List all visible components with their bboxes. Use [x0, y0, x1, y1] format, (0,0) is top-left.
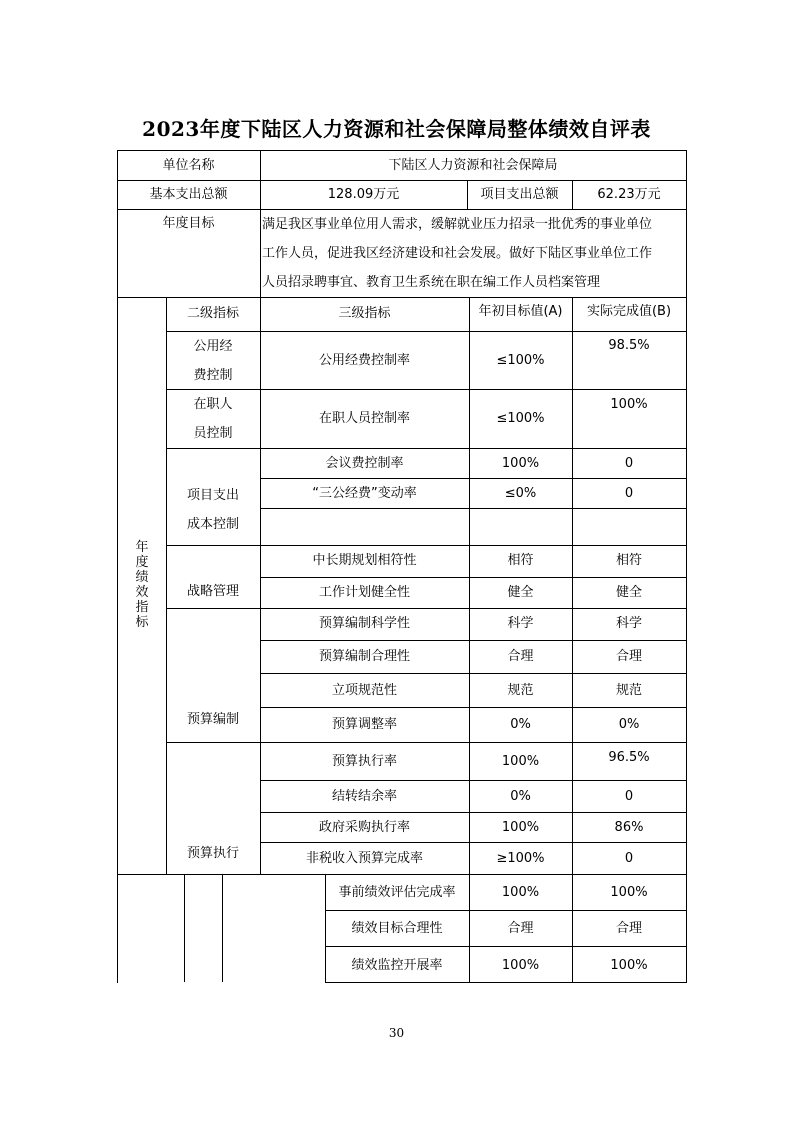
indicator-actual: 0 [624, 456, 634, 471]
project-expense-value: 62.23万元 [597, 187, 661, 202]
page-title: 2023年度下陆区人力资源和社会保障局整体绩效自评表 [142, 117, 651, 141]
indicator-name: 会议费控制率 [325, 456, 404, 471]
col-level2: 二级指标 [186, 306, 239, 321]
project-expense-label: 项目支出总额 [480, 187, 559, 202]
indicator-name: 结转结余率 [331, 789, 397, 804]
unit-value: 下陆区人力资源和社会保障局 [388, 158, 558, 173]
indicator-actual: 合理 [615, 921, 642, 936]
indicator-target: 科学 [507, 616, 534, 631]
indicator-name: 在职人员控制率 [318, 411, 410, 426]
indicator-actual: 合理 [615, 649, 642, 664]
indicator-actual: 0 [624, 789, 634, 804]
indicator-actual: 0 [624, 851, 634, 866]
annual-goal-line: 满足我区事业单位用人需求，缓解就业压力招录一批优秀的事业单位 [262, 217, 653, 232]
indicator-actual: 98.5% [608, 338, 650, 353]
indicator-actual: 0% [618, 717, 640, 732]
group-budget: 预算编制 [186, 712, 239, 727]
indicator-target: 100% [501, 885, 540, 900]
indicator-target: 相符 [507, 553, 534, 568]
indicator-name: 绩效监控开展率 [351, 958, 443, 973]
indicator-actual: 86% [614, 820, 644, 835]
indicator-target: ≤100% [496, 353, 545, 368]
group-staff: 在职人员控制 [193, 397, 233, 441]
page-number: 30 [388, 1026, 405, 1040]
group-project: 项目支出成本控制 [186, 488, 239, 532]
indicator-name: 预算编制科学性 [318, 616, 410, 631]
indicator-target: 100% [501, 820, 540, 835]
indicator-target: 合理 [507, 921, 534, 936]
annual-goal-line: 人员招录聘事宜、教育卫生系统在职在编工作人员档案管理 [262, 275, 601, 290]
indicator-name: 立项规范性 [331, 683, 397, 698]
indicator-actual: 规范 [615, 683, 642, 698]
indicator-target: 规范 [507, 683, 534, 698]
indicator-target: 100% [501, 754, 540, 769]
indicator-name: 中长期规划相符性 [312, 553, 417, 568]
indicator-name: 事前绩效评估完成率 [338, 885, 456, 900]
indicator-name: 政府采购执行率 [318, 820, 410, 835]
indicator-name: 绩效目标合理性 [351, 921, 443, 936]
col-actual: 实际完成值(B) [586, 304, 672, 319]
indicator-target: 0% [510, 717, 531, 732]
indicator-actual: 100% [610, 397, 648, 412]
indicator-name: 工作计划健全性 [318, 585, 410, 600]
indicator-section-label: 年度绩效指标 [135, 540, 149, 630]
indicator-actual: 100% [610, 885, 648, 900]
col-level3: 三级指标 [338, 306, 391, 321]
indicator-name: 预算编制合理性 [318, 649, 410, 664]
annual-goal-label: 年度目标 [162, 216, 215, 231]
annual-goal-line: 工作人员，促进我区经济建设和社会发展。做好下陆区事业单位工作 [262, 246, 653, 261]
indicator-actual: 96.5% [608, 750, 650, 765]
indicator-target: 100% [501, 456, 540, 471]
basic-expense-label: 基本支出总额 [149, 187, 228, 202]
indicator-target: ≥100% [496, 851, 545, 866]
group-public: 公用经费控制 [193, 339, 233, 383]
indicator-target: 0% [510, 789, 531, 804]
col-target: 年初目标值(A) [478, 304, 563, 319]
indicator-target: 100% [501, 958, 540, 973]
indicator-actual: 健全 [615, 585, 642, 600]
indicator-name: “三公经费”变动率 [312, 486, 417, 501]
indicator-target: ≤0% [504, 486, 537, 501]
indicator-actual: 相符 [615, 553, 642, 568]
indicator-target: ≤100% [496, 411, 545, 426]
indicator-actual: 0 [624, 486, 634, 501]
indicator-actual: 100% [610, 958, 648, 973]
indicator-target: 合理 [507, 649, 534, 664]
indicator-target: 健全 [507, 585, 534, 600]
indicator-name: 公用经费控制率 [318, 353, 410, 368]
basic-expense-value: 128.09万元 [327, 187, 400, 202]
group-exec: 预算执行 [186, 846, 239, 861]
unit-label: 单位名称 [162, 158, 215, 173]
indicator-actual: 科学 [615, 616, 642, 631]
indicator-name: 预算执行率 [331, 754, 397, 769]
indicator-name: 非税收入预算完成率 [305, 851, 423, 866]
group-strategy: 战略管理 [186, 584, 239, 599]
indicator-name: 预算调整率 [331, 717, 397, 732]
